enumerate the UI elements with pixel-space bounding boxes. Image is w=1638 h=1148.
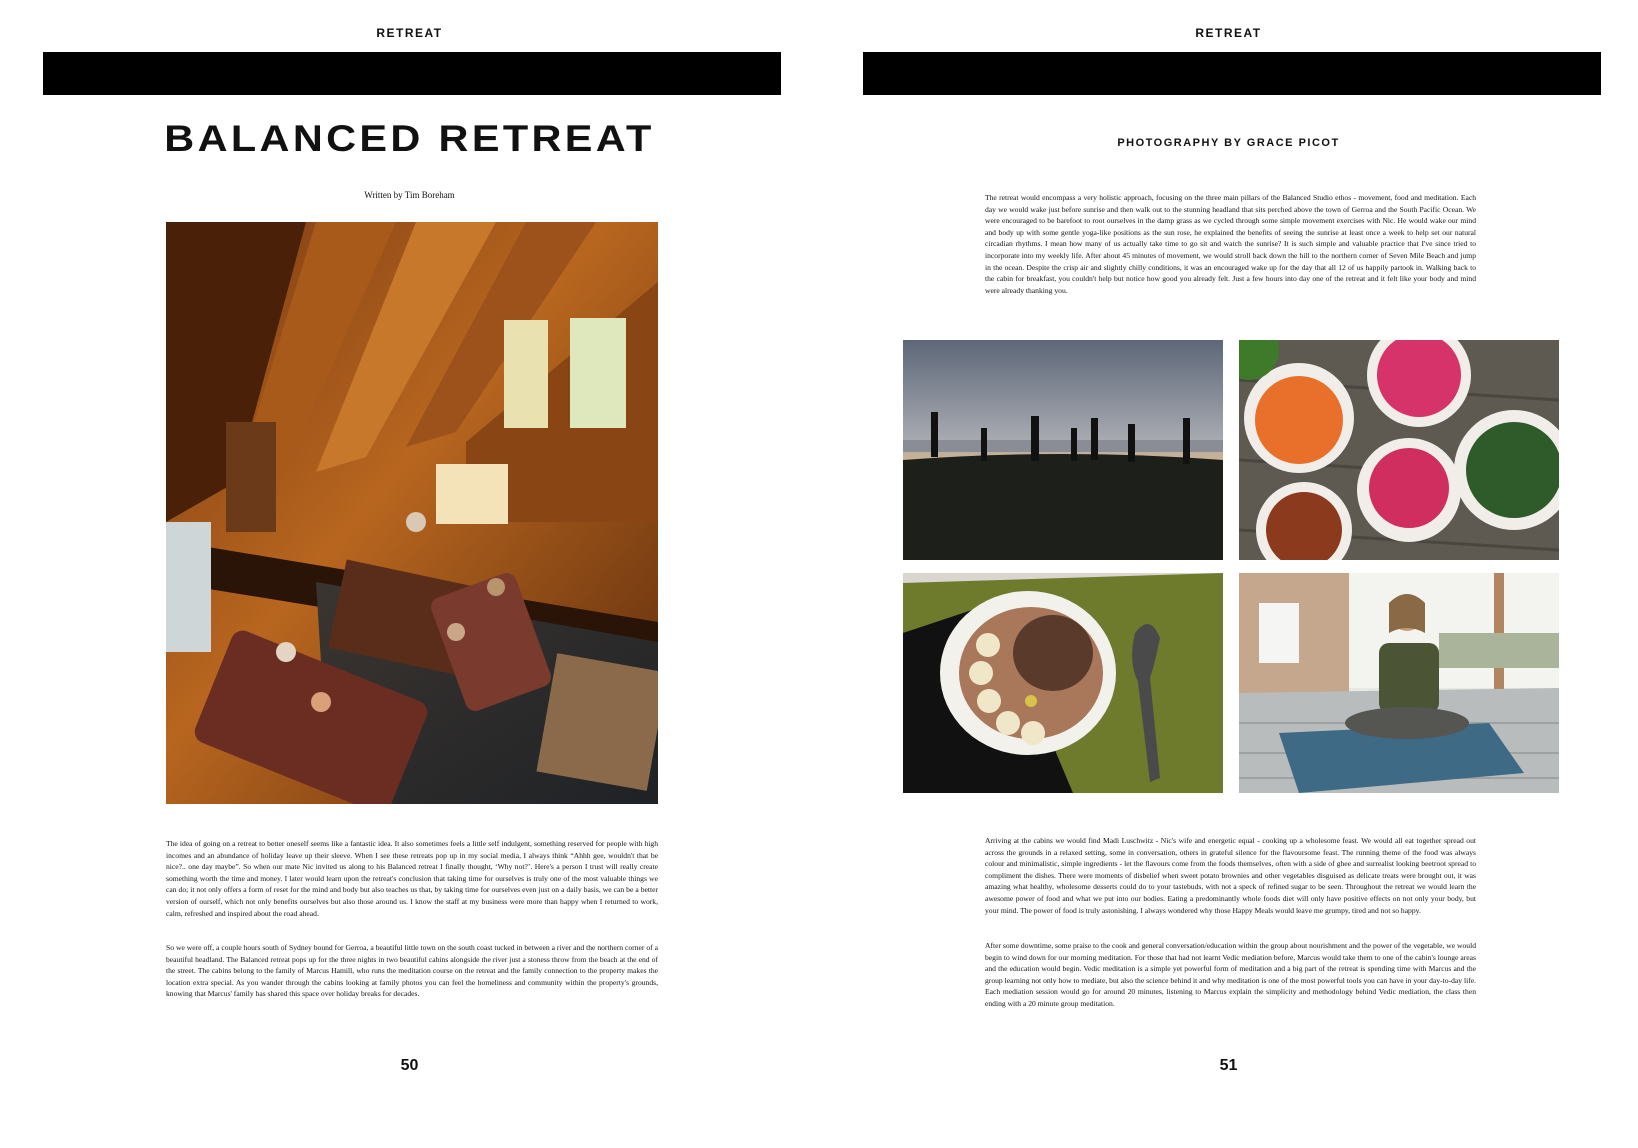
page-number: 50 [400, 1057, 419, 1074]
body-paragraph: The idea of going on a retreat to better oneself seems like a fantastic idea. It also sometimes feels a little self indulgent, something reserved for people with high incomes and an abundance of holiday leave up their sleeve. When I see these retreats pop up in my social media, I always think “Ahhh gee, wouldn't that be nice?.. one day maybe”. So when our mate Nic invited us along to his Balanced retreat I finally thought, ‘Why not?’. Here's a person I trust will really create something worth the time and money. I later would learn upon the retreat's conclusion that taking time for ourselves is truly one of the most valuable things we can do; it not only offers a form of reset for the mind and body but also teaches us that, by taking time for ourselves even just on a daily basis, we can be a better version of ourself, which not only benefits ourselves but also those around us. I know the staff at my business were more than happy when I returned to work, calm, refreshed and inspired about the road ahead. [166, 839, 658, 918]
page-number: 51 [1219, 1057, 1238, 1074]
food-bowls-photo [1239, 340, 1559, 560]
sunrise-yoga-photo [903, 340, 1223, 560]
body-paragraph: So we were off, a couple hours south of Sydney bound for Gerroa, a beautiful little town on the south coast tucked in between a river and the northern corner of a beautiful headland. The Balanced retreat pops up for the three nights in two beautiful cabins alongside the river just a stoness throw from the beach at the end of the street. The cabins belong to the family of Marcus Hamill, who runs the meditation course on the retreat and the family connection to the property makes the location extra special. As you wander through the cabins looking at family photos you can feel the homeliness and community within the property's grounds, knowing that Marcus' family has shared this space over holiday breaks for decades. [166, 943, 658, 999]
section-label: RETREAT [1195, 26, 1262, 40]
header-bar [863, 52, 1601, 95]
article-title: BALANCED RETREAT [164, 118, 655, 159]
byline: Written by Tim Boreham [364, 190, 455, 200]
body-paragraph: After some downtime, some praise to the cook and general conversation/education within the group about nourishment and the power of the vegetable, we would begin to wind down for our morning meditation. For those that had not learnt Vedic mediation before, Marcus would take them to one of the cabin's lounge areas and the education would begin. Vedic meditation is a simple yet powerful form of meditation and a big part of the retreat is spending time with Marcus and the group learning not only how to mediate, but also the science behind it and why meditation is one of the most powerful tools you can have in your day-to-day life. Each mediation session would go for around 20 minutes, listening to Marcus explain the simplicity and methodology behind Vedic mediation, the class then ending with a 20 minute group meditation. [985, 941, 1476, 1008]
smoothie-bowl-photo [903, 573, 1223, 793]
page-right [819, 0, 1638, 1148]
cabin-interior-photo [166, 222, 658, 804]
meditation-photo [1239, 573, 1559, 793]
intro-paragraph: The retreat would encompass a very holistic approach, focusing on the three main pillars of the Balanced Studio ethos - movement, food and meditation. Each day we would wake just before sunrise and then walk out to the stunning headland that sits perched above the town of Gerroa and the South Pacific Ocean. We were encouraged to be barefoot to root ourselves in the damp grass as we cycled through some simple movement exercises with Nic. He would wake our mind and body up with some gentle yoga-like positions as the sun rose, he explained the benefits of seeing the sunrise at least once a week to help set our natural circadian rhythms. I mean how many of us actually take time to go sit and watch the sunrise? It is such simple and valuable practice that I've since tried to incorporate into my weekly life. After about 45 minutes of movement, we would stroll back down the hill to the northern corner of Seven Mile Beach and jump in the ocean. Despite the crisp air and slightly chilly conditions, it was an encouraged wake up for the day that all 12 of us happily partook in. Walking back to the cabin for breakfast, you couldn't help but notice how good you already felt. Just a few hours into day one of the retreat and it felt like your body and mind were already thanking you. [985, 193, 1476, 295]
header-bar [43, 52, 781, 95]
body-paragraph: Arriving at the cabins we would find Madi Luschwitz - Nic's wife and energetic equal - cooking up a wholesome feast. We would all eat together spread out across the grounds in a relaxed setting, some in conversation, others in grateful silence for the flavoursome feast. The running theme of the food was always colour and minimalistic, simple ingredients - let the flavours come from the foods themselves, often with a side of ghee and surrealist looking beetroot spread to compliment the dishes. There were moments of disbelief when sweet potato brownies and other vegetables disguised as delicate treats were brought out, it was amazing what healthy, wholesome desserts could do to your tastebuds, with not a speck of refined sugar to be seen. Throughout the retreat we would learn the awesome power of food and what we put into our bodies. Eating a predominantly whole foods diet will only have positive effects on not only your body, but your mind. The power of food is truly astonishing. I always wondered why those Happy Meals would leave me grumpy, tired and not so happy. [985, 836, 1476, 915]
section-label: RETREAT [376, 26, 443, 40]
photography-credit: PHOTOGRAPHY BY GRACE PICOT [1117, 137, 1340, 149]
